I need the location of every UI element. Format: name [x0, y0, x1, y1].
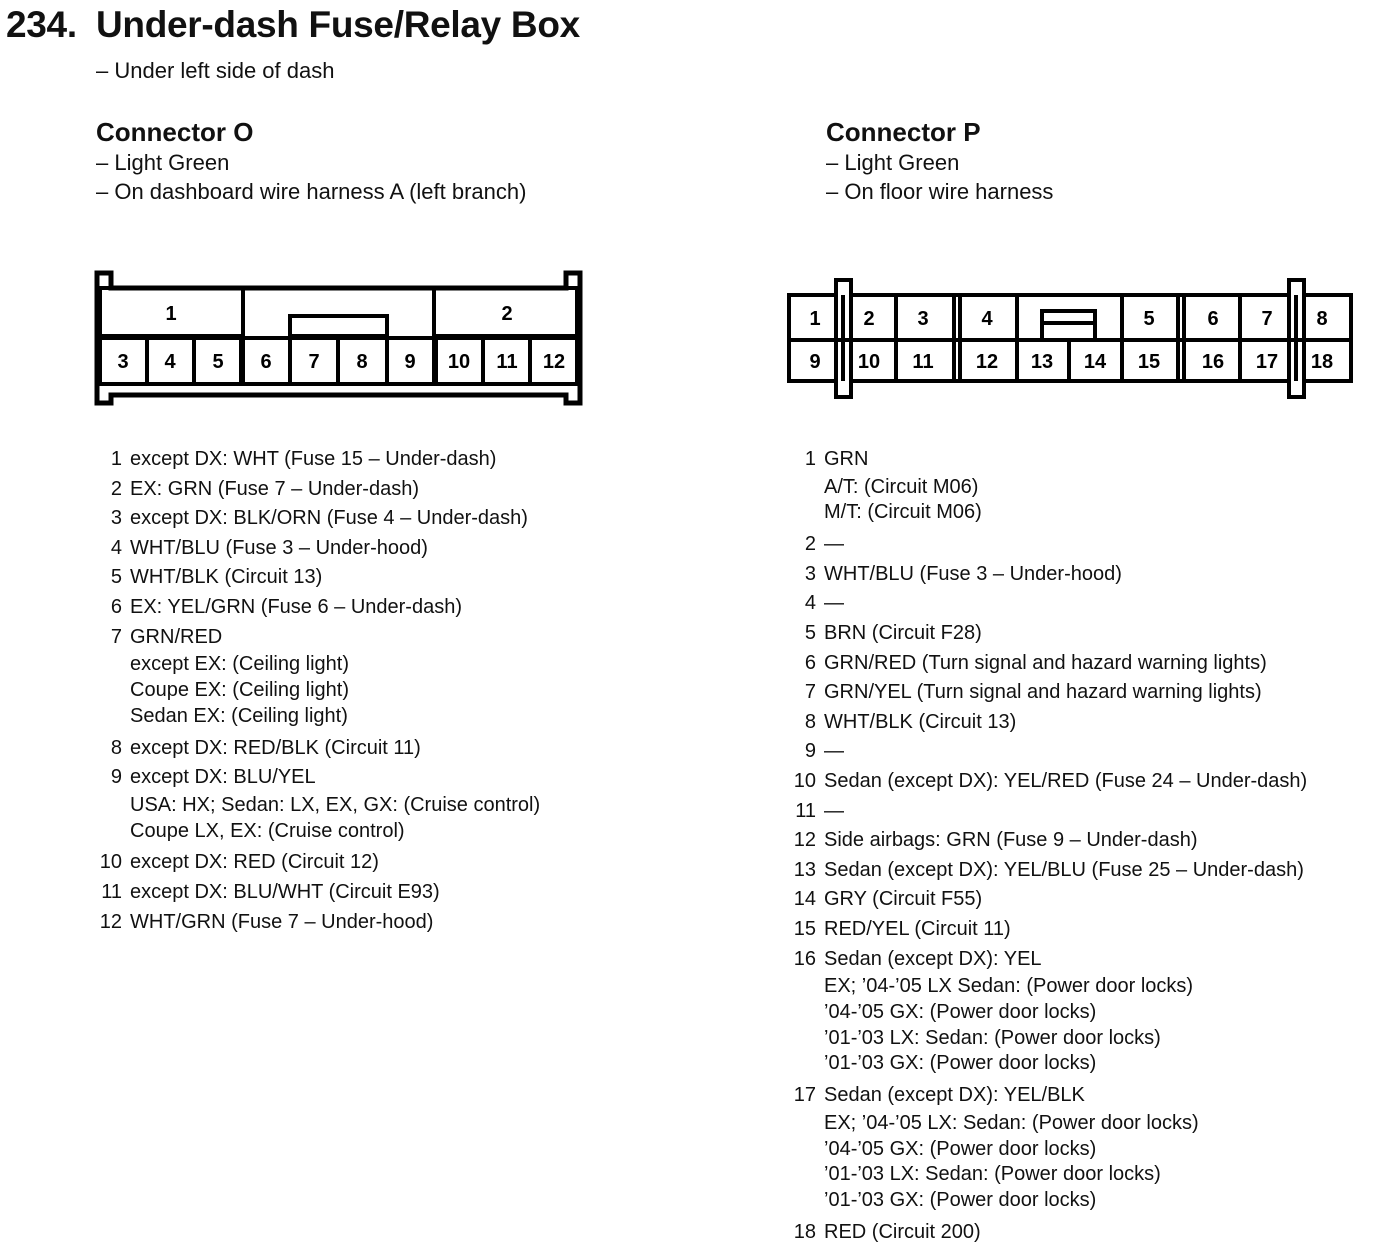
pin-number: 9: [110, 766, 122, 789]
pin-description: WHT/BLU (Fuse 3 – Under-hood): [824, 562, 1122, 585]
pin-entry: [96, 623, 656, 730]
pin-entry: [790, 678, 1380, 708]
connector-p-cavity-7: 7: [1261, 308, 1273, 330]
connector-p-color: – Light Green: [826, 150, 960, 175]
pin-entry: [96, 734, 656, 764]
pin-description: Sedan (except DX): YEL: [824, 947, 1042, 970]
connector-o-cavity-2: 2: [501, 303, 513, 325]
pin-note: EX; ’04-’05 LX: Sedan: (Power door locks): [824, 1111, 1199, 1134]
connector-o-diagram: [90, 266, 590, 412]
pin-note: ’04-’05 GX: (Power door locks): [824, 1000, 1097, 1023]
pin-number: 7: [804, 681, 816, 704]
connector-o-cavity-9: 9: [404, 351, 416, 373]
pin-entry: [96, 848, 656, 878]
connector-p-cavity-15: 15: [1137, 351, 1161, 373]
pin-number: 17: [793, 1084, 816, 1107]
page-title-text: Under-dash Fuse/Relay Box: [96, 4, 580, 45]
pin-entry: [790, 945, 1380, 1078]
connector-p-header: [826, 116, 1053, 206]
pin-description: EX: YEL/GRN (Fuse 6 – Under-dash): [130, 595, 462, 618]
connector-o-location: – On dashboard wire harness A (left branch): [96, 179, 527, 204]
pin-entry: [96, 504, 656, 534]
pin-entry: [96, 908, 656, 938]
pin-description: GRN/RED: [130, 625, 223, 648]
pin-number: 1: [110, 448, 122, 470]
pin-description: except DX: BLK/ORN (Fuse 4 – Under-dash): [130, 507, 528, 530]
pin-entry: [790, 1218, 1380, 1248]
pin-description: GRN: [824, 448, 869, 470]
connector-p-cavity-5: 5: [1143, 308, 1155, 330]
pin-number: 16: [793, 947, 816, 970]
pin-description: except DX: BLU/WHT (Circuit E93): [130, 880, 440, 903]
pin-description: except DX: WHT (Fuse 15 – Under-dash): [130, 448, 497, 470]
connector-o-name: Connector O: [96, 117, 254, 147]
pin-number: 4: [804, 592, 816, 615]
pin-description: WHT/GRN (Fuse 7 – Under-hood): [130, 910, 434, 933]
connector-p-cavity-13: 13: [1030, 351, 1054, 373]
pin-entry: [96, 445, 656, 475]
pin-entry: [96, 763, 656, 844]
pin-note: Coupe LX, EX: (Cruise control): [130, 819, 405, 842]
pin-number: 3: [110, 507, 122, 530]
page-subtitle: – Under left side of dash: [96, 58, 335, 83]
pin-entry: [790, 826, 1380, 856]
pin-number: 12: [99, 910, 122, 933]
page-number: 234.: [6, 4, 77, 45]
pin-entry: [790, 767, 1380, 797]
pin-description: —: [824, 592, 844, 615]
connector-p-cavity-18: 18: [1310, 351, 1334, 373]
pin-number: 15: [793, 917, 816, 940]
pin-number: 12: [793, 829, 816, 852]
pin-note: EX; ’04-’05 LX Sedan: (Power door locks): [824, 975, 1194, 998]
pin-entry: [96, 593, 656, 623]
pin-number: 11: [101, 880, 122, 903]
connector-o-key: [290, 316, 387, 336]
pin-entry: [790, 530, 1380, 560]
connector-p-cavity-16: 16: [1201, 351, 1225, 373]
pin-note: USA: HX; Sedan: LX, EX, GX: (Cruise control): [130, 793, 541, 816]
pin-note: ’01-’03 GX: (Power door locks): [824, 1052, 1097, 1075]
pin-note: A/T: (Circuit M06): [824, 475, 979, 498]
pin-note: Coupe EX: (Ceiling light): [130, 678, 349, 701]
pin-description: Side airbags: GRN (Fuse 9 – Under-dash): [824, 829, 1198, 852]
connector-p-diagram: [782, 272, 1360, 406]
pin-description: EX: GRN (Fuse 7 – Under-dash): [130, 477, 419, 500]
pin-description: Sedan (except DX): YEL/RED (Fuse 24 – Under-dash): [824, 769, 1308, 792]
pin-number: 8: [804, 710, 816, 733]
pin-description: —: [824, 533, 844, 556]
pin-description: except DX: RED/BLK (Circuit 11): [130, 736, 421, 759]
pin-note: M/T: (Circuit M06): [824, 501, 982, 524]
pin-note: except EX: (Ceiling light): [130, 653, 349, 676]
pin-entry: [790, 737, 1380, 767]
pin-description: except DX: BLU/YEL: [130, 766, 316, 789]
pin-note: ’01-’03 LX: Sedan: (Power door locks): [824, 1163, 1161, 1186]
connector-o-cavity-5: 5: [212, 351, 224, 373]
connector-p-cavity-3: 3: [917, 308, 929, 330]
pin-number: 6: [804, 651, 816, 674]
connector-p-cavity-10: 10: [857, 351, 881, 373]
pin-number: 9: [804, 740, 816, 763]
connector-o-cavity-6: 6: [260, 351, 272, 373]
pin-entry: [96, 563, 656, 593]
pin-number: 2: [110, 477, 122, 500]
pin-description: WHT/BLK (Circuit 13): [130, 566, 323, 589]
pin-note: Sedan EX: (Ceiling light): [130, 704, 348, 727]
pin-description: GRN/YEL (Turn signal and hazard warning lights): [824, 681, 1262, 704]
pin-number: 10: [793, 769, 816, 792]
pin-number: 2: [804, 533, 816, 556]
connector-p-cavity-12: 12: [975, 351, 999, 373]
pin-description: —: [824, 740, 844, 763]
connector-p-cavity-17: 17: [1255, 351, 1279, 373]
pin-description: Sedan (except DX): YEL/BLU (Fuse 25 – Under-dash): [824, 858, 1304, 881]
pin-description: WHT/BLK (Circuit 13): [824, 710, 1017, 733]
pin-note: ’04-’05 GX: (Power door locks): [824, 1137, 1097, 1160]
pin-entry: [790, 856, 1380, 886]
connector-o-cavity-4: 4: [164, 351, 176, 373]
connector-p-cavity-2: 2: [863, 308, 875, 330]
connector-p-cavity-11: 11: [912, 351, 934, 373]
connector-p-cavity-14: 14: [1083, 351, 1107, 373]
pin-entry: [96, 534, 656, 564]
pin-number: 1: [804, 448, 816, 470]
pin-entry: [790, 560, 1380, 590]
connector-o-cavity-3: 3: [117, 351, 129, 373]
pin-entry: [790, 1081, 1380, 1214]
pin-entry: [790, 797, 1380, 827]
pin-entry: [790, 708, 1380, 738]
pin-entry: [96, 475, 656, 505]
pin-description: GRN/RED (Turn signal and hazard warning lights): [824, 651, 1267, 674]
pin-number: 5: [110, 566, 122, 589]
connector-p-cavity-6: 6: [1207, 308, 1219, 330]
pin-number: 6: [110, 595, 122, 618]
connector-o-cavity-1: 1: [165, 303, 177, 325]
pin-description: WHT/BLU (Fuse 3 – Under-hood): [130, 536, 428, 559]
pin-entry: [790, 589, 1380, 619]
pin-entry: [790, 619, 1380, 649]
pin-description: BRN (Circuit F28): [824, 621, 982, 644]
pin-description: except DX: RED (Circuit 12): [130, 851, 379, 874]
connector-o-header: [96, 116, 526, 206]
pin-entry: [790, 915, 1380, 945]
pin-description: RED (Circuit 200): [824, 1221, 981, 1244]
pin-number: 5: [804, 621, 816, 644]
page-title: [6, 4, 580, 46]
pin-description: RED/YEL (Circuit 11): [824, 917, 1011, 940]
pin-note: ’01-’03 LX: Sedan: (Power door locks): [824, 1026, 1161, 1049]
pin-number: 8: [110, 736, 122, 759]
pin-number: 14: [793, 888, 816, 911]
pin-note: ’01-’03 GX: (Power door locks): [824, 1189, 1097, 1212]
connector-p-cavity-8: 8: [1316, 308, 1328, 330]
pin-number: 10: [99, 851, 122, 874]
connector-p-name: Connector P: [826, 117, 981, 147]
connector-o-cavity-8: 8: [356, 351, 368, 373]
pin-entry: [790, 445, 1380, 526]
pin-number: 11: [795, 799, 816, 822]
pin-number: 7: [110, 625, 122, 648]
pin-number: 4: [110, 536, 122, 559]
connector-p-pin-list: [790, 445, 1380, 1248]
pin-number: 3: [804, 562, 816, 585]
connector-p-location: – On floor wire harness: [826, 179, 1054, 204]
pin-description: GRY (Circuit F55): [824, 888, 983, 911]
pin-description: Sedan (except DX): YEL/BLK: [824, 1084, 1085, 1107]
connector-o-color: – Light Green: [96, 150, 230, 175]
pin-entry: [96, 878, 656, 908]
connector-p-cavity-9: 9: [809, 351, 821, 373]
pin-number: 18: [793, 1221, 816, 1244]
connector-o-cavity-7: 7: [308, 351, 320, 373]
connector-o-pin-list: [96, 445, 656, 937]
pin-description: —: [824, 799, 844, 822]
connector-o-cavity-11: 11: [496, 351, 518, 373]
pin-entry: [790, 885, 1380, 915]
pin-entry: [790, 649, 1380, 679]
pin-number: 13: [793, 858, 816, 881]
connector-p-cavity-4: 4: [981, 308, 993, 330]
connector-o-cavity-10: 10: [447, 351, 471, 373]
connector-p-cavity-1: 1: [809, 308, 821, 330]
connector-o-cavity-12: 12: [542, 351, 566, 373]
